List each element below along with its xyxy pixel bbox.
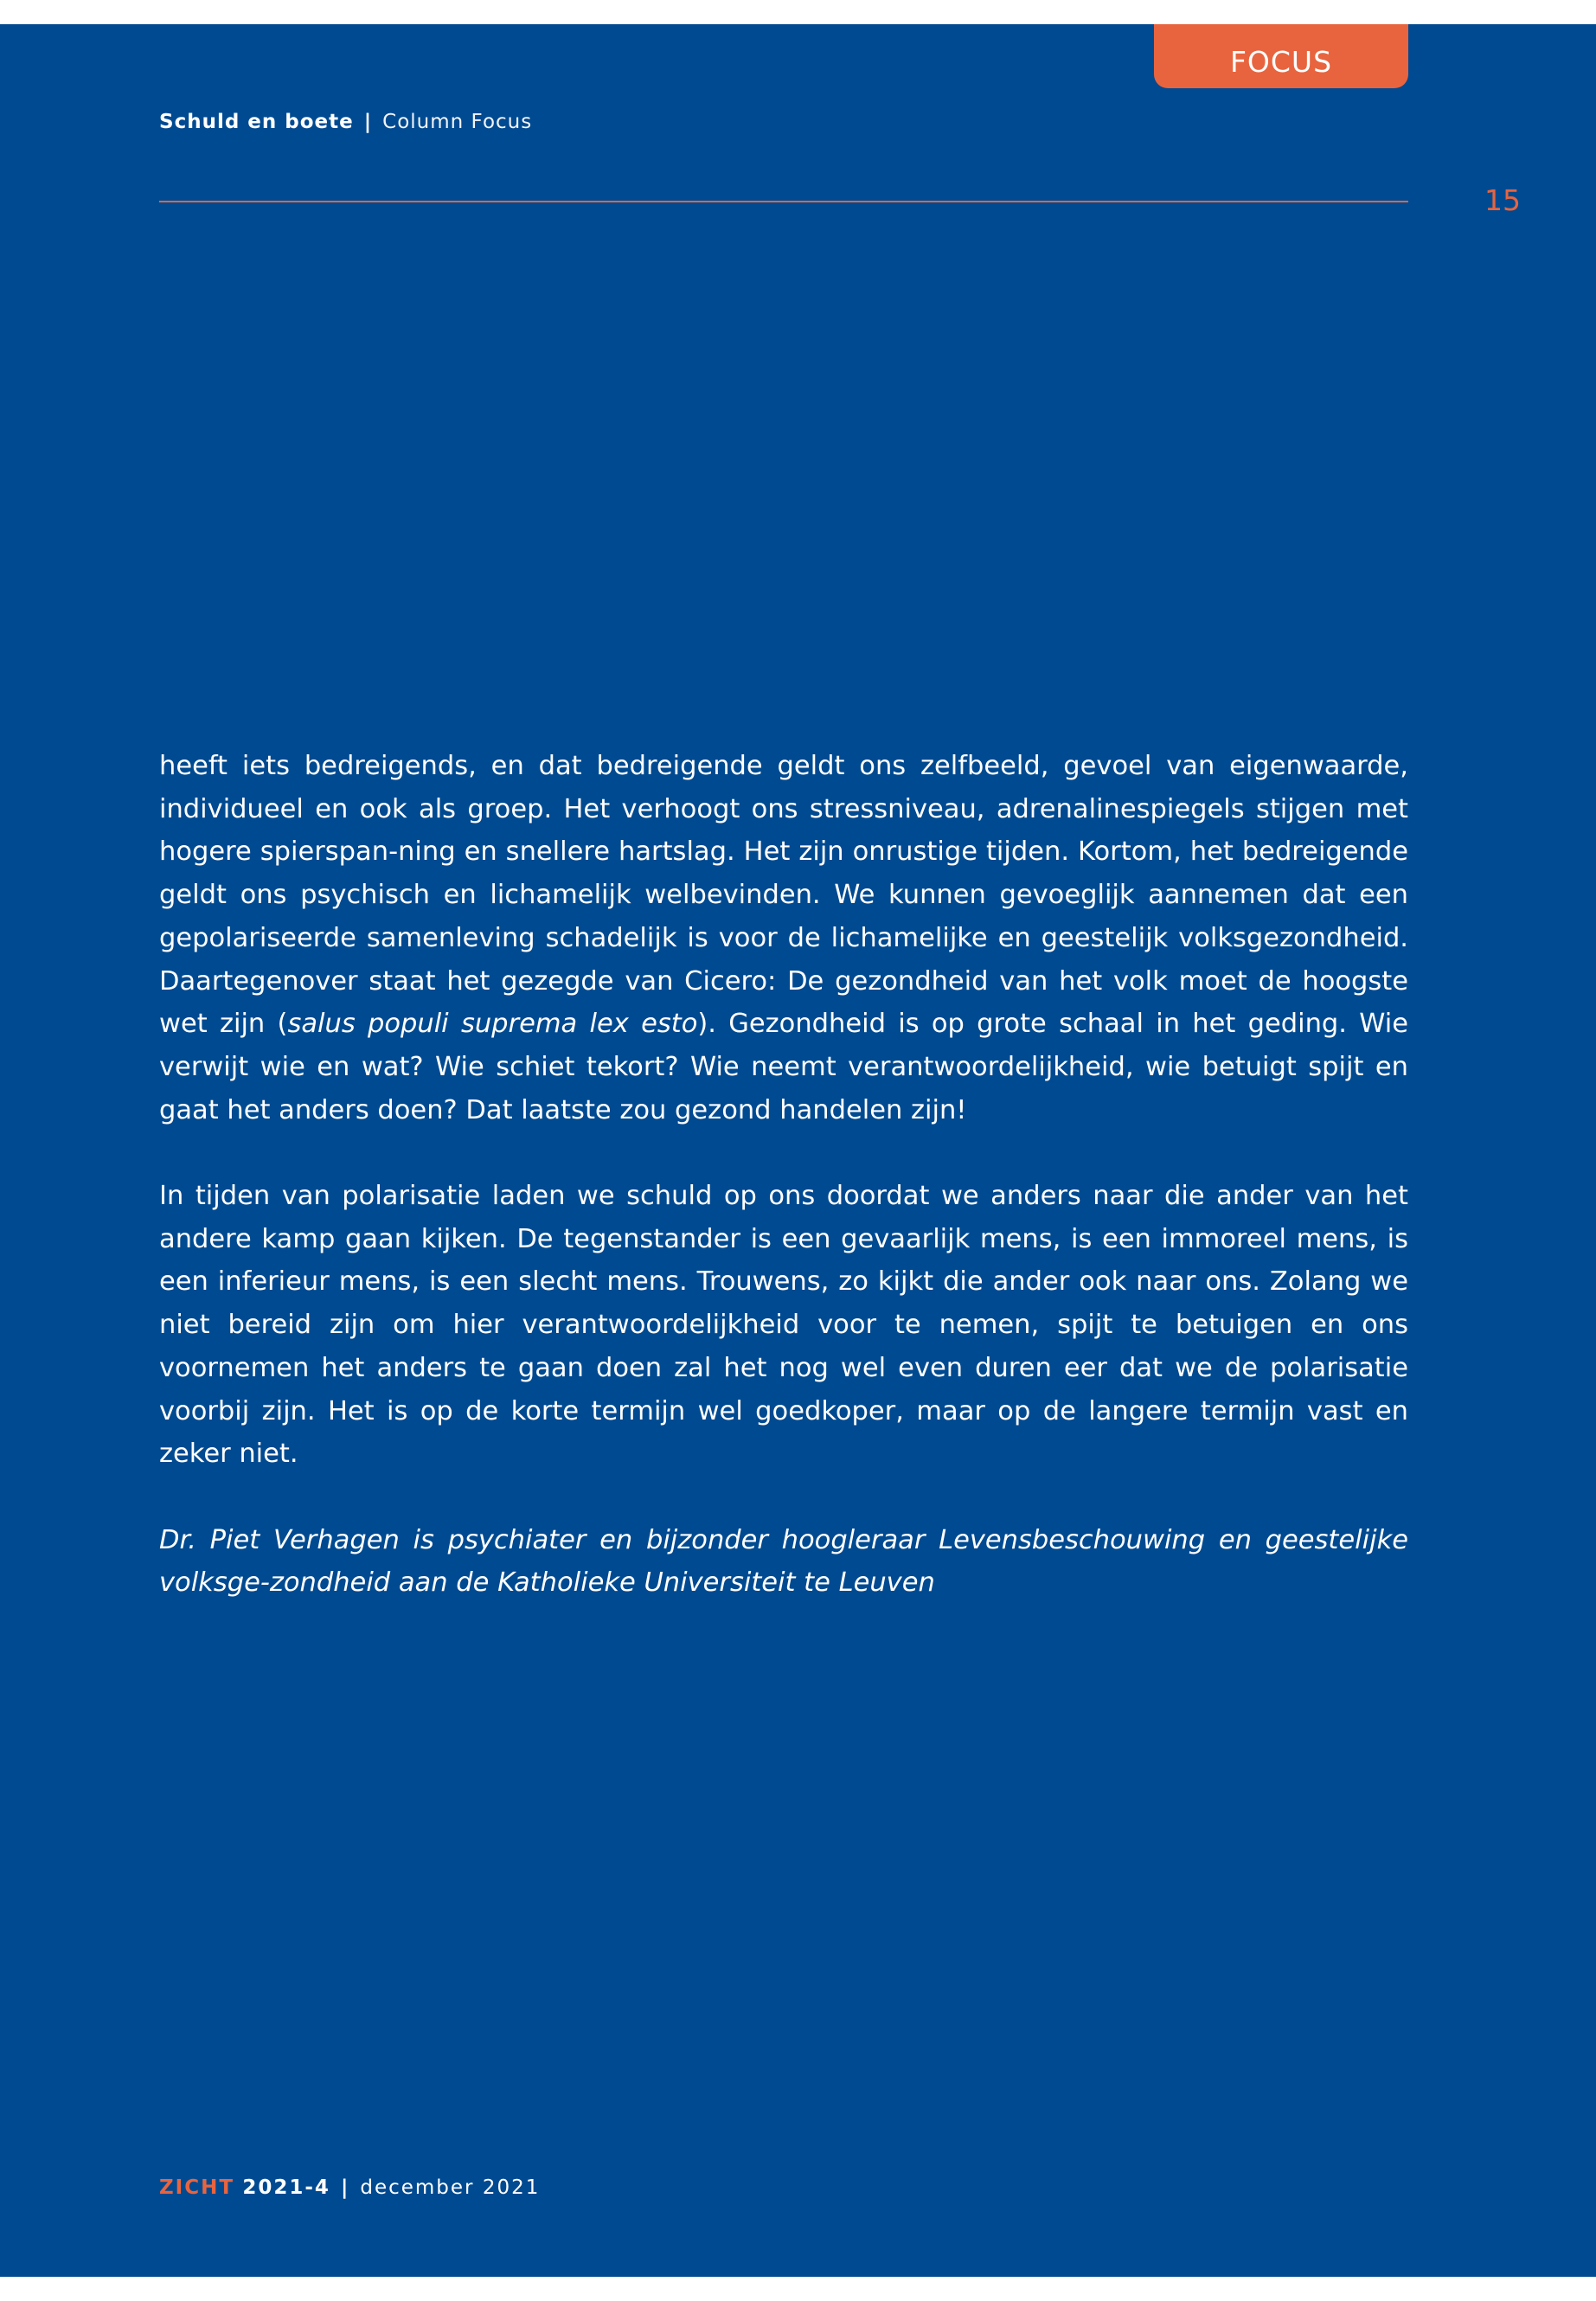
footer-separator: | [340,2176,350,2199]
section-name: Column Focus [382,111,533,133]
issue-number: 2021-4 [242,2176,330,2199]
article-title: Schuld en boete [159,111,354,133]
issue-date: december 2021 [360,2176,541,2199]
paragraph-text: heeft iets bedreigends, en dat bedreigende geldt ons zelfbeeld, gevoel van eigenwaarde, individueel en ook als groep. Het verhoogt ons stressniveau, adrenalinespiegels stijgen met hogere spierspan-ning en snellere hartslag. Het zijn onrustige tijden. Kortom, het bedreigende geldt ons psychisch en lichamelijk welbevinden. We kunnen gevoeglijk aannemen dat een gepolariseerde samenleving schadelijk is voor de lichamelijke en geestelijk volksgezondheid. Daartegenover staat het gezegde van Cicero: De gezondheid van het volk moet de hoogste wet zijn ( [159,751,1408,1040]
header-divider [159,201,1408,202]
paragraph [159,745,1408,1131]
footer [159,2176,540,2199]
header-separator: | [363,111,373,133]
paragraph: In tijden van polarisatie laden we schuld op ons doordat we anders naar die ander van het andere kamp gaan kijken. De tegenstander is een gevaarlijk mens, is een immoreel mens, is een inferieur mens, is een slecht mens. Trouwens, zo kijkt die ander ook naar ons. Zolang we niet bereid zijn om hier verantwoordelijkheid voor te nemen, spijt te betuigen en ons voornemen het anders te gaan doen zal het nog wel even duren eer dat we de polarisatie voorbij zijn. Het is op de korte termijn wel goedkoper, maar op de langere termijn vast en zeker niet. [159,1181,1408,1470]
magazine-name: ZICHT [159,2176,235,2199]
page-number: 15 [1484,183,1521,217]
latin-quote: salus populi suprema lex esto [287,1009,698,1040]
author-note: Dr. Piet Verhagen is psychiater en bijzonder hoogleraar Levensbeschouwing en geestelijke volksge-zondheid aan de Katholieke Universiteit te Leuven [159,1524,1408,1599]
article-body [159,745,1408,1648]
focus-tab: FOCUS [1154,24,1408,88]
paragraph-text: ). Gezondheid is op grote schaal in het geding. Wie verwijt wie en wat? Wie schiet tekort? Wie neemt verantwoordelijkheid, wie betuigt spijt en gaat het anders doen? Dat laatste zou gezond handelen zijn! [159,1009,1409,1125]
running-head [159,111,532,133]
